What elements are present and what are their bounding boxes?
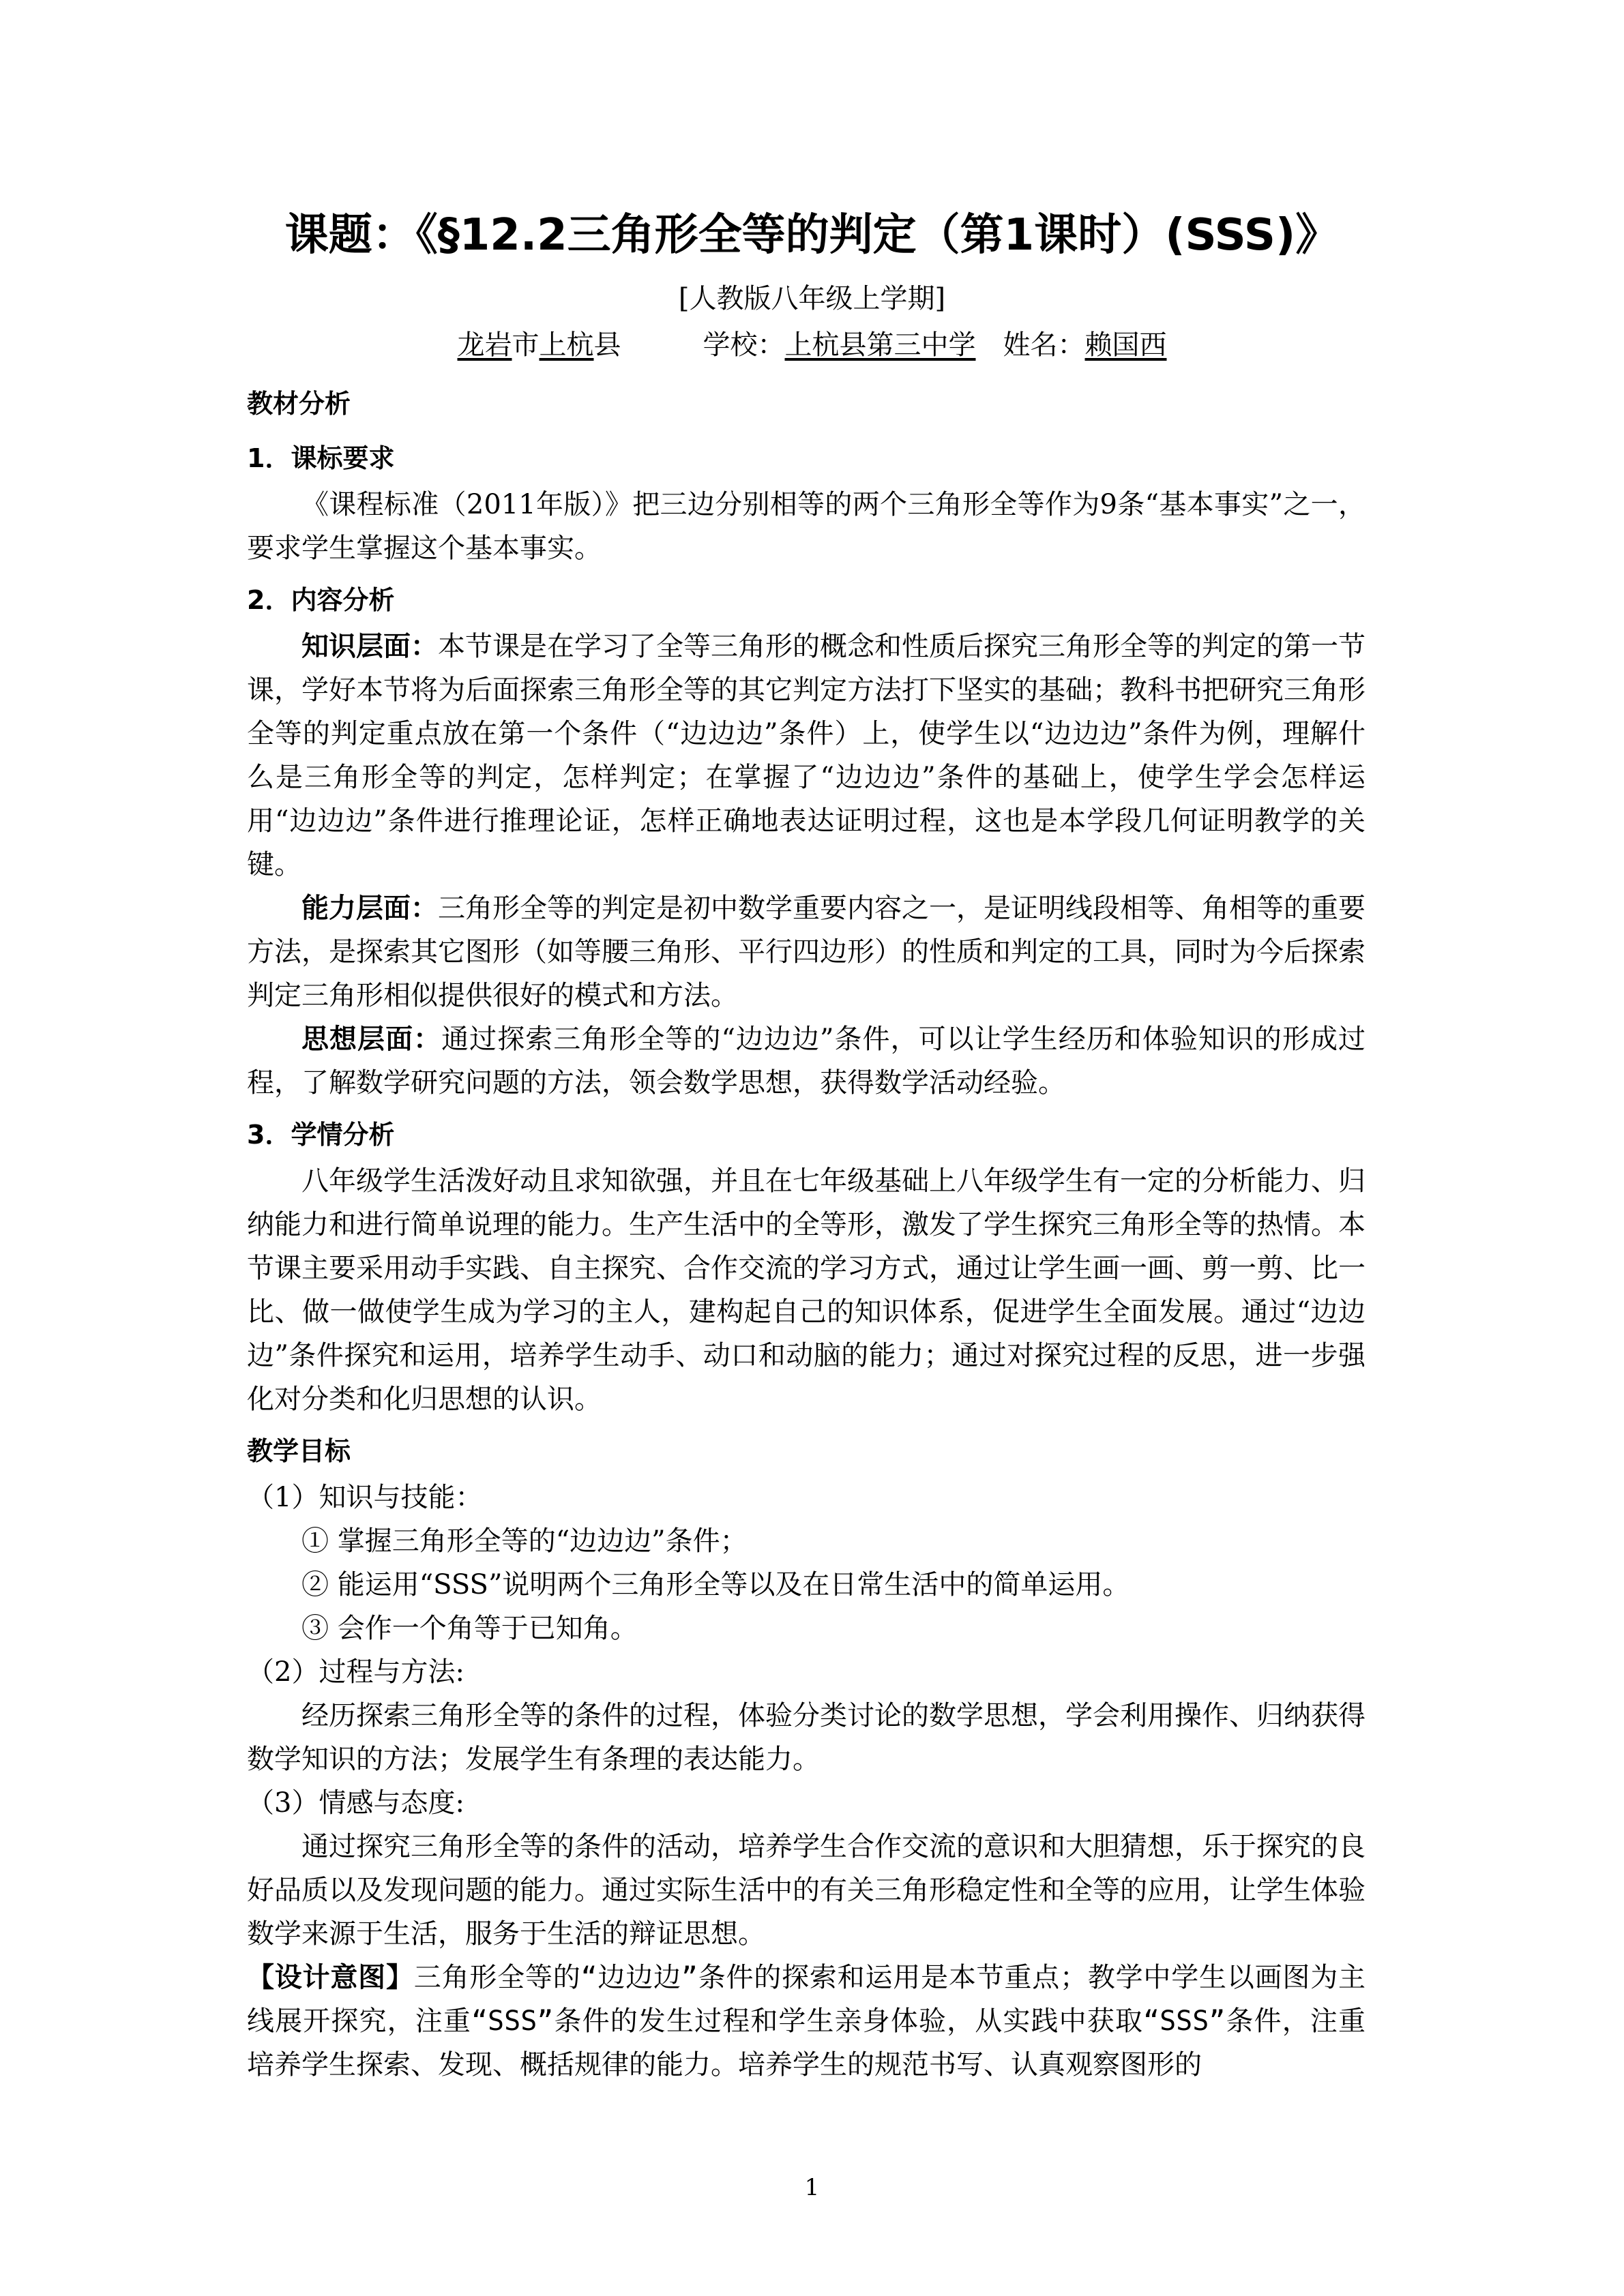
section-heading-teaching-goals: 教学目标 xyxy=(247,1436,351,1466)
county-suffix: 县 xyxy=(593,329,621,361)
text-thought-level: 通过探索三角形全等的“边边边”条件，可以让学生经历和体验知识的形成过程，了解数学研究问题的方法，领会数学思想，获得数学活动经验。 xyxy=(247,1024,1366,1099)
page-title: 课题：《§12.2三角形全等的判定（第1课时）(SSS)》 xyxy=(284,210,1340,260)
paragraph-curriculum: 《课程标准（2011年版）》把三边分别相等的两个三角形全等作为9条“基本事实”之一，要求学生掌握这个基本事实。 xyxy=(247,489,1365,564)
paragraph-ability-level xyxy=(247,886,1365,1017)
author-name: 赖国西 xyxy=(1084,329,1167,361)
text-ability-level: 三角形全等的判定是初中数学重要内容之一，是证明线段相等、角相等的重要方法，是探索其它图形（如等腰三角形、平行四边形）的性质和判定的工具，同时为今后探索判定三角形相似提供很好的模式和方法。 xyxy=(247,893,1365,1011)
goal-knowledge-skills-title: （1）知识与技能： xyxy=(247,1482,483,1513)
document-body xyxy=(247,374,1365,2087)
school-label: 学校： xyxy=(703,329,785,361)
paragraph-student-analysis: 八年级学生活泼好动且求知欲强，并且在七年级基础上八年级学生有一定的分析能力、归纳能力和进行简单说理的能力。生产生活中的全等形，激发了学生探究三角形全等的热情。本节课主要采用动手实践、自主探究、合作交流的学习方式，通过让学生画一画、剪一剪、比一比、做一做使学生成为学习的主人，建构起自己的知识体系，促进学生全面发展。通过“边边边”条件探究和运用，培养学生动手、动口和动脑的能力；通过对探究过程的反思，进一步强化对分类和化归思想的认识。 xyxy=(247,1165,1365,1415)
goal-process-method-title: （2）过程与方法: xyxy=(247,1656,464,1688)
textbook-edition: [人教版八年级上学期] xyxy=(678,283,946,314)
paragraph-emotion-attitude: 通过探究三角形全等的条件的活动，培养学生合作交流的意识和大胆猜想，乐于探究的良好品质以及发现问题的能力。通过实际生活中的有关三角形稳定性和全等的应用，让学生体验数学来源于生活，服务于生活的辩证思想。 xyxy=(247,1831,1365,1950)
page-number: 1 xyxy=(804,2174,820,2201)
author-line xyxy=(0,326,1624,364)
section-heading-curriculum: 1．课标要求 xyxy=(247,443,395,473)
lead-ability-level: 能力层面： xyxy=(301,893,438,924)
name-label: 姓名： xyxy=(1003,329,1085,361)
lead-knowledge-level: 知识层面： xyxy=(301,631,438,662)
section-heading-textbook-analysis: 教材分析 xyxy=(247,389,351,419)
section-heading-student-analysis: 3．学情分析 xyxy=(247,1120,395,1150)
paragraph-thought-level xyxy=(247,1017,1365,1105)
lead-design-intent: 【设计意图】 xyxy=(247,1962,414,1993)
school-name: 上杭县第三中学 xyxy=(784,329,976,361)
county: 上杭 xyxy=(539,329,594,361)
paragraph-knowledge-level xyxy=(247,625,1365,886)
section-heading-content-analysis: 2．内容分析 xyxy=(247,585,395,615)
goal-item: ② 能运用“SSS”说明两个三角形全等以及在日常生活中的简单运用。 xyxy=(301,1569,1130,1600)
paragraph-process-method: 经历探索三角形全等的条件的过程，体验分类讨论的数学思想，学会利用操作、归纳获得数学知识的方法；发展学生有条理的表达能力。 xyxy=(247,1700,1365,1775)
text-design-intent: 三角形全等的“边边边”条件的探索和运用是本节重点；教学中学生以画图为主线展开探究，注重“SSS”条件的发生过程和学生亲身体验，从实践中获取“SSS”条件，注重培养学生探索、发现、概括规律的能力。培养学生的规范书写、认真观察图形的 xyxy=(247,1962,1365,2081)
goal-item: ① 掌握三角形全等的“边边边”条件； xyxy=(301,1525,748,1557)
paragraph-design-intent xyxy=(247,1956,1365,2087)
lead-thought-level: 思想层面： xyxy=(301,1024,442,1055)
city-suffix: 市 xyxy=(512,329,540,361)
goal-emotion-attitude-title: （3）情感与态度: xyxy=(247,1787,464,1819)
goal-item: ③ 会作一个角等于已知角。 xyxy=(301,1613,638,1644)
city: 龙岩 xyxy=(457,329,512,361)
text-knowledge-level: 本节课是在学习了全等三角形的概念和性质后探究三角形全等的判定的第一节课，学好本节将为后面探索三角形全等的其它判定方法打下坚实的基础；教科书把研究三角形全等的判定重点放在第一个条件（“边边边”条件）上，使学生以“边边边”条件为例，理解什么是三角形全等的判定，怎样判定；在掌握了“边边边”条件的基础上，使学生学会怎样运用“边边边”条件进行推理论证，怎样正确地表达证明过程，这也是本学段几何证明教学的关键。 xyxy=(247,631,1365,880)
